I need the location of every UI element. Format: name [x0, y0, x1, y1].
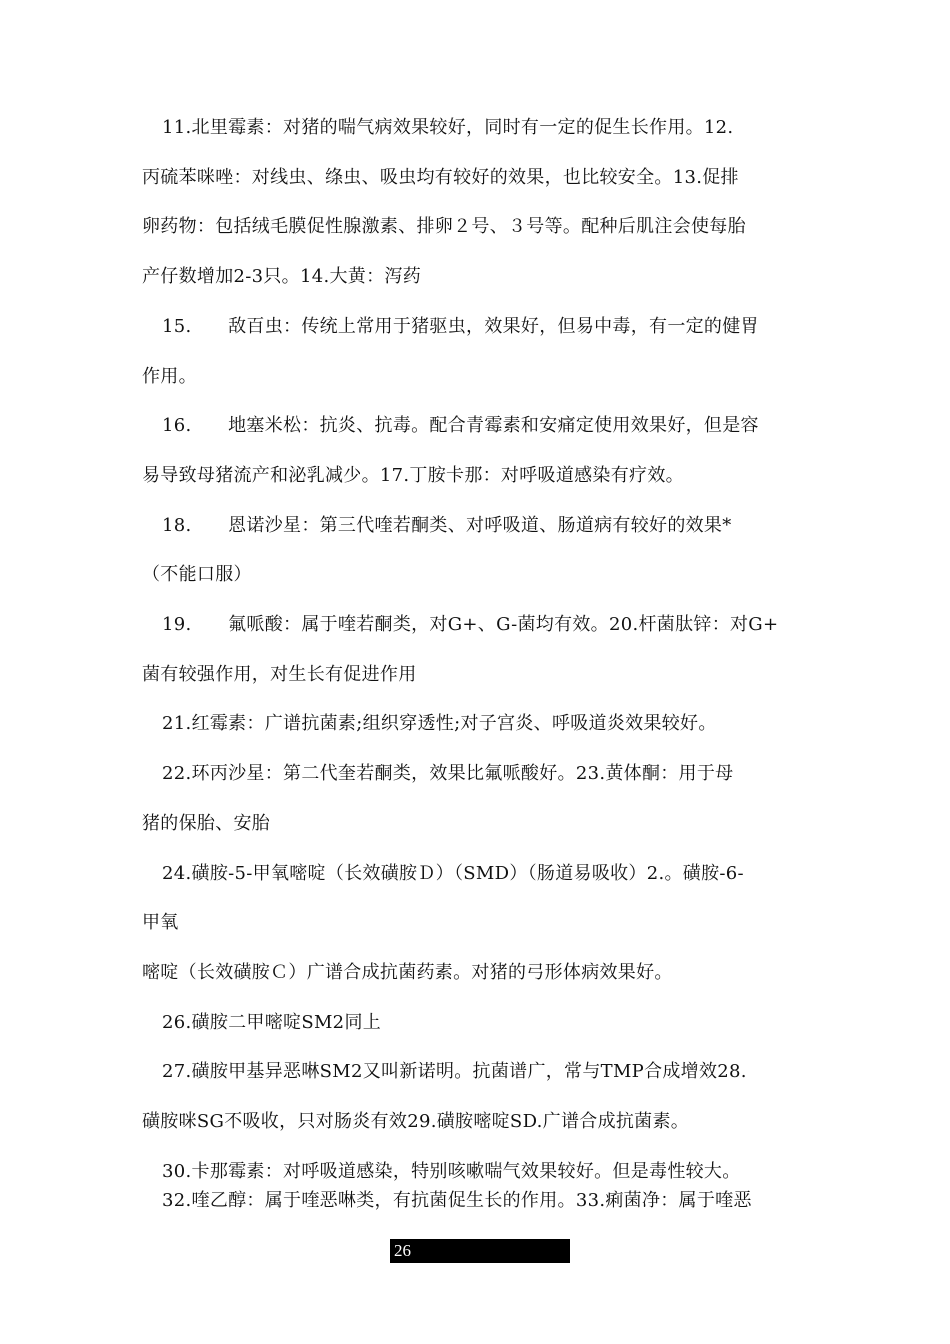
- page-number-bar: [390, 1239, 570, 1263]
- text-line: 卵药物：包括绒毛膜促性腺激素、排卵２号、３号等。配种后肌注会使每胎: [142, 216, 746, 237]
- text-line: （不能口服）: [142, 564, 252, 585]
- text-line: 22.环丙沙星：第二代奎若酮类，效果比氟哌酸好。23.黄体酮：用于母: [162, 763, 734, 784]
- page-number: 26: [394, 1241, 411, 1260]
- text-line: 作用。: [142, 366, 197, 387]
- text-line: 猪的保胎、安胎: [142, 813, 271, 834]
- text-line: 16. 地塞米松：抗炎、抗毒。配合青霉素和安痛定使用效果好，但是容: [162, 415, 759, 436]
- text-line: 磺胺咪SG不吸收，只对肠炎有效29.磺胺嘧啶SD.广谱合成抗菌素。: [142, 1111, 690, 1132]
- text-line: 嘧啶（长效磺胺Ｃ）广谱合成抗菌药素。对猪的弓形体病效果好。: [142, 962, 673, 983]
- text-line: 11.北里霉素：对猪的喘气病效果较好，同时有一定的促生长作用。12.: [162, 117, 734, 138]
- text-line: 18. 恩诺沙星：第三代喹若酮类、对呼吸道、肠道病有较好的效果*: [162, 515, 732, 536]
- text-line: 丙硫苯咪唑：对线虫、绦虫、吸虫均有较好的效果，也比较安全。13.促排: [142, 167, 739, 188]
- text-line: 24.磺胺-5-甲氧嘧啶（长效磺胺Ｄ）（SMD）（肠道易吸收）2.。磺胺-6-: [162, 863, 744, 884]
- text-line: 产仔数增加2-3只。14.大黄：泻药: [142, 266, 422, 287]
- text-line: 15. 敌百虫：传统上常用于猪驱虫，效果好，但易中毒，有一定的健胃: [162, 316, 759, 337]
- text-line: 菌有较强作用，对生长有促进作用: [142, 664, 417, 685]
- text-line: 19. 氟哌酸：属于喹若酮类，对G+、G-菌均有效。20.杆菌肽锌：对G+: [162, 614, 779, 635]
- text-line: 26.磺胺二甲嘧啶SM2同上: [162, 1012, 382, 1033]
- text-line: 易导致母猪流产和泌乳减少。17.丁胺卡那：对呼吸道感染有疗效。: [142, 465, 684, 486]
- text-line: 21.红霉素：广谱抗菌素;组织穿透性;对子宫炎、呼吸道炎效果较好。: [162, 713, 717, 734]
- text-line: 30.卡那霉素：对呼吸道感染，特别咳嗽喘气效果较好。但是毒性较大。: [162, 1161, 741, 1182]
- text-line: 32.喹乙醇：属于喹恶啉类，有抗菌促生长的作用。33.痢菌净：属于喹恶: [162, 1190, 752, 1211]
- text-line: 甲氧: [142, 912, 179, 933]
- text-line: 27.磺胺甲基异恶啉SM2又叫新诺明。抗菌谱广，常与TMP合成增效28.: [162, 1061, 747, 1082]
